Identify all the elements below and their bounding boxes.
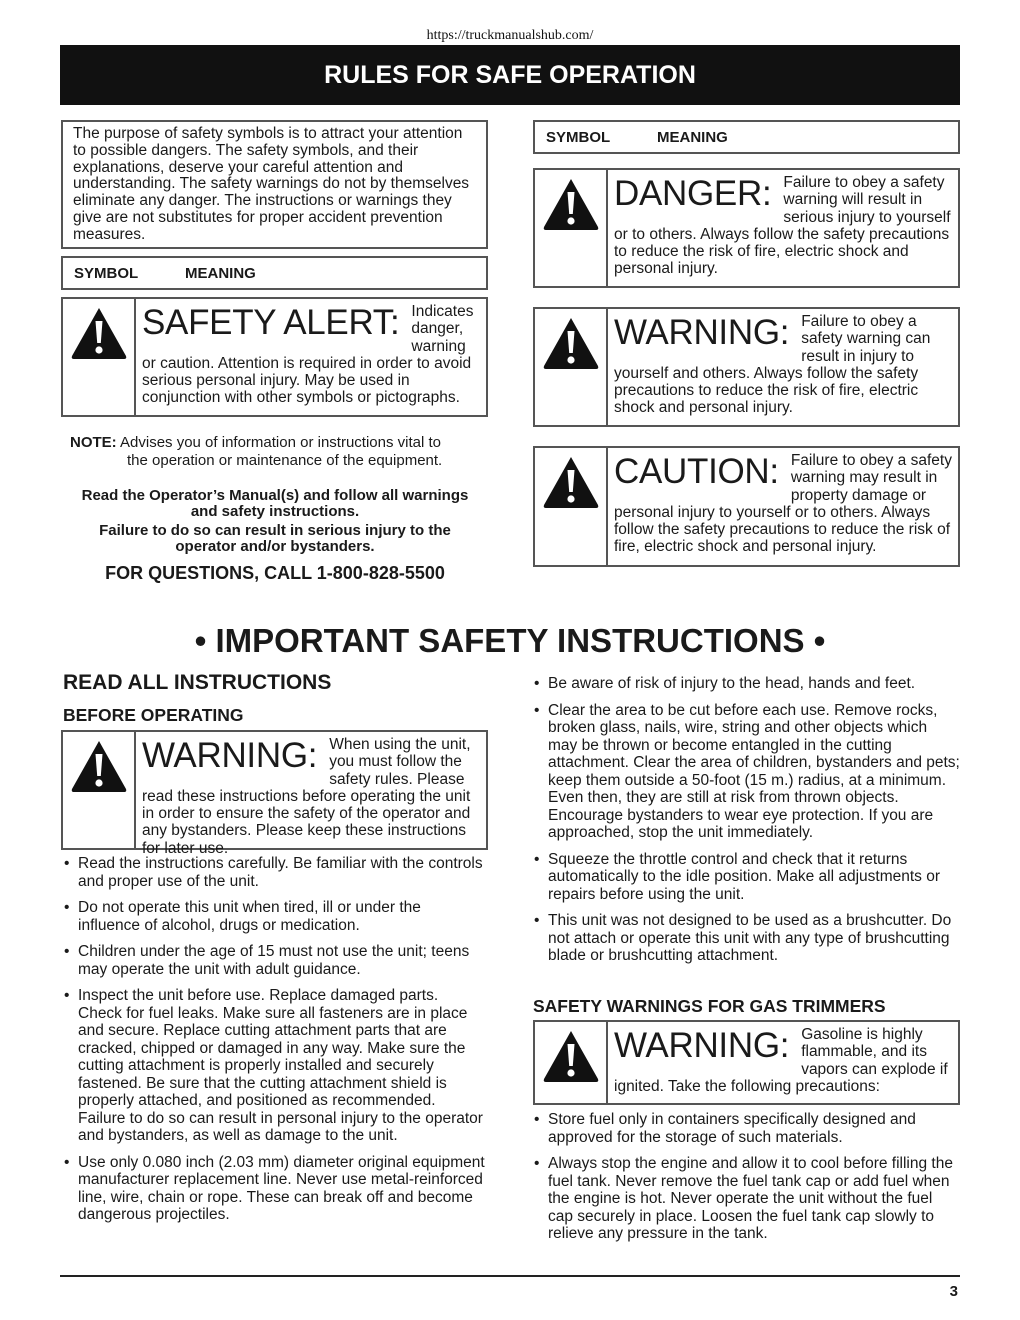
intro-text: The purpose of safety symbols is to attract your attention to possible dangers. The safety symbols, and their explanations, deserve your careful attention and understanding. The safety warnings do not by themselves eliminate any danger. The instructions or warnings they give are not substitutes for proper accident prevention measures.	[73, 125, 470, 243]
meaning-label: MEANING	[657, 128, 728, 146]
before-operating-heading: BEFORE OPERATING	[63, 705, 244, 725]
symbol-header-left	[61, 256, 488, 290]
caution-box	[533, 446, 960, 567]
read-all-heading: READ ALL INSTRUCTIONS	[63, 671, 332, 694]
warning-definition-text: Failure to obey a safety warning can result in injury to yourself and others. Always follow the safety precautions to reduce the risk of fire, electric shock and personal injury.	[614, 313, 931, 417]
note-line1: Advises you of information or instructions vital to	[120, 434, 441, 451]
questions-phone: FOR QUESTIONS, CALL 1-800-828-5500	[105, 563, 445, 583]
meaning-label: MEANING	[185, 264, 256, 282]
before-operating-warning-box	[61, 730, 488, 857]
gasoline-warning-text: Gasoline is highly flammable, and its vapors can explode if ignited. Take the following precautions:	[614, 1026, 948, 1095]
danger-box	[533, 168, 960, 288]
list-item: • Store fuel only in containers specifically designed and approved for the storage of such materials.	[532, 1111, 960, 1146]
alert-icon	[63, 299, 136, 415]
gas-trimmers-heading: SAFETY WARNINGS FOR GAS TRIMMERS	[533, 996, 886, 1016]
note	[70, 434, 490, 470]
failure-text: Failure to do so can result in serious injury to the operator and/or bystanders.	[99, 522, 451, 555]
caution-word: CAUTION:	[614, 452, 779, 491]
alert-icon	[535, 448, 608, 565]
safety-alert-text: Indicates danger, warning or caution. Attention is required in order to avoid serious personal injury. May be used in conjunction with other symbols or pictographs.	[142, 303, 474, 407]
symbol-label: SYMBOL	[74, 264, 139, 282]
alert-icon	[535, 309, 608, 425]
list-item: • Always stop the engine and allow it to cool before filling the fuel tank. Never remove the fuel tank cap or add fuel when the engine is hot. Never operate the unit without the fuel cap securely in place. Loosen the fuel tank cap slowly to relieve any pressure in the tank.	[532, 1155, 960, 1243]
list-item: • Squeeze the throttle control and check that it returns automatically to the idle position. Make all adjustments or repairs before using the unit.	[532, 851, 960, 904]
symbol-header-right	[533, 120, 960, 154]
fuel-safety-list	[532, 1111, 960, 1252]
list-item: • Children under the age of 15 must not use the unit; teens may operate the unit with adult guidance.	[62, 943, 486, 978]
warning-word: WARNING:	[142, 736, 318, 775]
general-safety-list	[532, 675, 960, 974]
list-item: • This unit was not designed to be used as a brushcutter. Do not attach or operate this unit with any type of brushcutting blade or brushcutting attachment.	[532, 912, 960, 965]
danger-text: Failure to obey a safety warning will result in serious injury to yourself or to others. Always follow the safety precautions to reduce the risk of fire, electric shock and personal injury.	[614, 174, 951, 278]
before-operating-warning-text: When using the unit, you must follow the safety rules. Please read these instructions before operating the unit in order to ensure the safety of the operator and any bystanders. Please keep these instructions for later use.	[142, 736, 471, 857]
list-item: • Use only 0.080 inch (2.03 mm) diameter original equipment manufacturer replacement line. Never use metal-reinforced line, wire, chain or rope. These can break off and become dangerous projectiles.	[62, 1154, 486, 1224]
source-url: https://truckmanualshub.com/	[426, 28, 594, 43]
alert-icon	[535, 1022, 608, 1103]
warning-word: WARNING:	[614, 313, 790, 352]
warning-word: WARNING:	[614, 1026, 790, 1065]
list-item: • Inspect the unit before use. Replace damaged parts. Check for fuel leaks. Make sure all fasteners are in place and secure. Replace cutting attachment parts that are cracked, chipped or damaged in any way. Make sure the cutting attachment is properly installed and securely fastened. Be sure that the cutting attachment shield is properly attached, and positioned as recommended. Failure to do so can result in personal injury to the operator and bystanders, as well as damage to the unit.	[62, 987, 486, 1145]
list-item: • Clear the area to be cut before each use. Remove rocks, broken glass, nails, wire, string and other objects which may be thrown or become entangled in the cutting attachment. Clear the area of children, bystanders and pets; keep them outside a 50-foot (15 m.) radius, at a minimum. Even then, they are still at risk from thrown objects. Encourage bystanders to wear eye protection. If you are approached, stop the unit immediately.	[532, 702, 960, 842]
important-safety-title: • IMPORTANT SAFETY INSTRUCTIONS •	[194, 622, 826, 659]
safety-alert-word: SAFETY ALERT:	[142, 303, 400, 342]
footer-divider	[60, 1275, 960, 1277]
page-banner: RULES FOR SAFE OPERATION	[60, 45, 960, 105]
list-item: • Be aware of risk of injury to the head, hands and feet.	[532, 675, 960, 693]
note-line2: the operation or maintenance of the equipment.	[127, 452, 443, 469]
alert-icon	[63, 732, 136, 848]
alert-icon	[535, 170, 608, 286]
before-operating-list	[62, 855, 486, 1233]
danger-word: DANGER:	[614, 174, 772, 213]
note-label: NOTE:	[70, 434, 117, 451]
list-item: • Do not operate this unit when tired, ill or under the influence of alcohol, drugs or medication.	[62, 899, 486, 934]
warning-definition-box	[533, 307, 960, 427]
page-number: 3	[949, 1283, 958, 1300]
list-item: • Read the instructions carefully. Be familiar with the controls and proper use of the unit.	[62, 855, 486, 890]
safety-alert-box	[61, 297, 488, 417]
read-manual-text: Read the Operator’s Manual(s) and follow all warnings and safety instructions.	[81, 487, 469, 520]
caution-text: Failure to obey a safety warning may result in property damage or personal injury to yourself or to others. Always follow the safety precautions to reduce the risk of fire, electric shock and personal injury.	[614, 452, 952, 556]
intro-box	[61, 120, 488, 249]
symbol-label: SYMBOL	[546, 128, 611, 146]
gasoline-warning-box	[533, 1020, 960, 1105]
